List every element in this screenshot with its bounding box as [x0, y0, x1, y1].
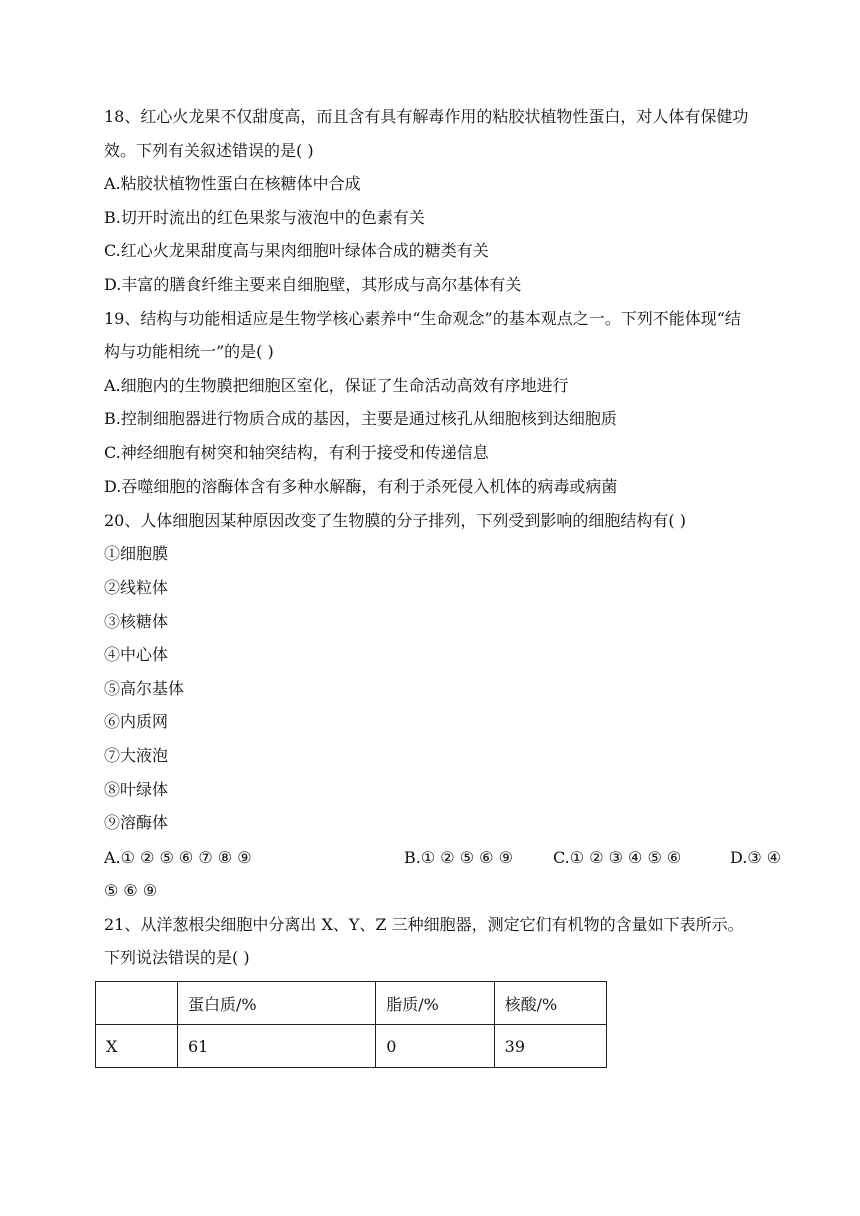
q18-option-a: A.粘胶状植物性蛋白在核糖体中合成 — [104, 174, 361, 193]
q20-item: ⑧叶绿体 — [104, 780, 169, 799]
q20-option-b: B.① ② ⑤ ⑥ ⑨ — [404, 848, 513, 867]
table-header-row — [96, 982, 607, 1025]
q19-option-c: C.神经细胞有树突和轴突结构，有利于接受和传递信息 — [104, 443, 489, 462]
q18-option-c: C.红心火龙果甜度高与果肉细胞叶绿体合成的糖类有关 — [104, 241, 489, 260]
table-cell: 0 — [376, 1025, 494, 1068]
table-cell: X — [96, 1025, 178, 1068]
q19-option-d: D.吞噬细胞的溶酶体含有多种水解酶，有利于杀死侵入机体的病毒或病菌 — [104, 477, 618, 496]
table-cell: 39 — [494, 1025, 606, 1068]
q18-option-b: B.切开时流出的红色果浆与液泡中的色素有关 — [104, 208, 425, 227]
q20-item: ⑦大液泡 — [104, 746, 169, 765]
q19-option-a: A.细胞内的生物膜把细胞区室化，保证了生命活动高效有序地进行 — [104, 376, 569, 395]
q20-option-d: D.③ ④ — [730, 848, 782, 867]
q20-stem: 20、人体细胞因某种原因改变了生物膜的分子排列，下列受到影响的细胞结构有( ) — [104, 511, 686, 530]
table-cell: 61 — [177, 1025, 375, 1068]
table-header-cell: 核酸/% — [494, 982, 606, 1025]
q20-option-a: A.① ② ⑤ ⑥ ⑦ ⑧ ⑨ — [104, 848, 252, 867]
q20-item: ④中心体 — [104, 645, 169, 664]
q19-stem-line1: 19、结构与功能相适应是生物学核心素养中“生命观念”的基本观点之一。下列不能体现“结 — [104, 309, 741, 328]
q20-item: ⑤高尔基体 — [104, 679, 185, 698]
q21-stem-line2: 下列说法错误的是( ) — [104, 948, 250, 967]
q19-stem-line2: 构与功能相统一”的是( ) — [104, 342, 274, 361]
q20-option-d-continued: ⑤ ⑥ ⑨ — [104, 881, 158, 900]
q21-stem-line1: 21、从洋葱根尖细胞中分离出 X、Y、Z 三种细胞器，测定它们有机物的含量如下表所示。 — [104, 915, 744, 934]
q20-item: ②线粒体 — [104, 578, 169, 597]
q20-option-c: C.① ② ③ ④ ⑤ ⑥ — [553, 848, 682, 867]
table-row — [96, 1025, 607, 1068]
q20-item: ⑥内质网 — [104, 712, 169, 731]
q19-option-b: B.控制细胞器进行物质合成的基因，主要是通过核孔从细胞核到达细胞质 — [104, 409, 617, 428]
q20-item: ①细胞膜 — [104, 544, 169, 563]
q18-stem-line2: 效。下列有关叙述错误的是( ) — [104, 141, 314, 160]
q20-item: ③核糖体 — [104, 612, 169, 631]
organelle-content-table — [95, 981, 607, 1068]
q18-stem-line1: 18、红心火龙果不仅甜度高，而且含有具有解毒作用的粘胶状植物性蛋白，对人体有保健功 — [104, 107, 749, 126]
table-header-cell: 脂质/% — [376, 982, 494, 1025]
table-header-cell: 蛋白质/% — [177, 982, 375, 1025]
table-header-cell — [96, 982, 178, 1025]
q20-item: ⑨溶酶体 — [104, 813, 169, 832]
q18-option-d: D.丰富的膳食纤维主要来自细胞壁，其形成与高尔基体有关 — [104, 275, 522, 294]
